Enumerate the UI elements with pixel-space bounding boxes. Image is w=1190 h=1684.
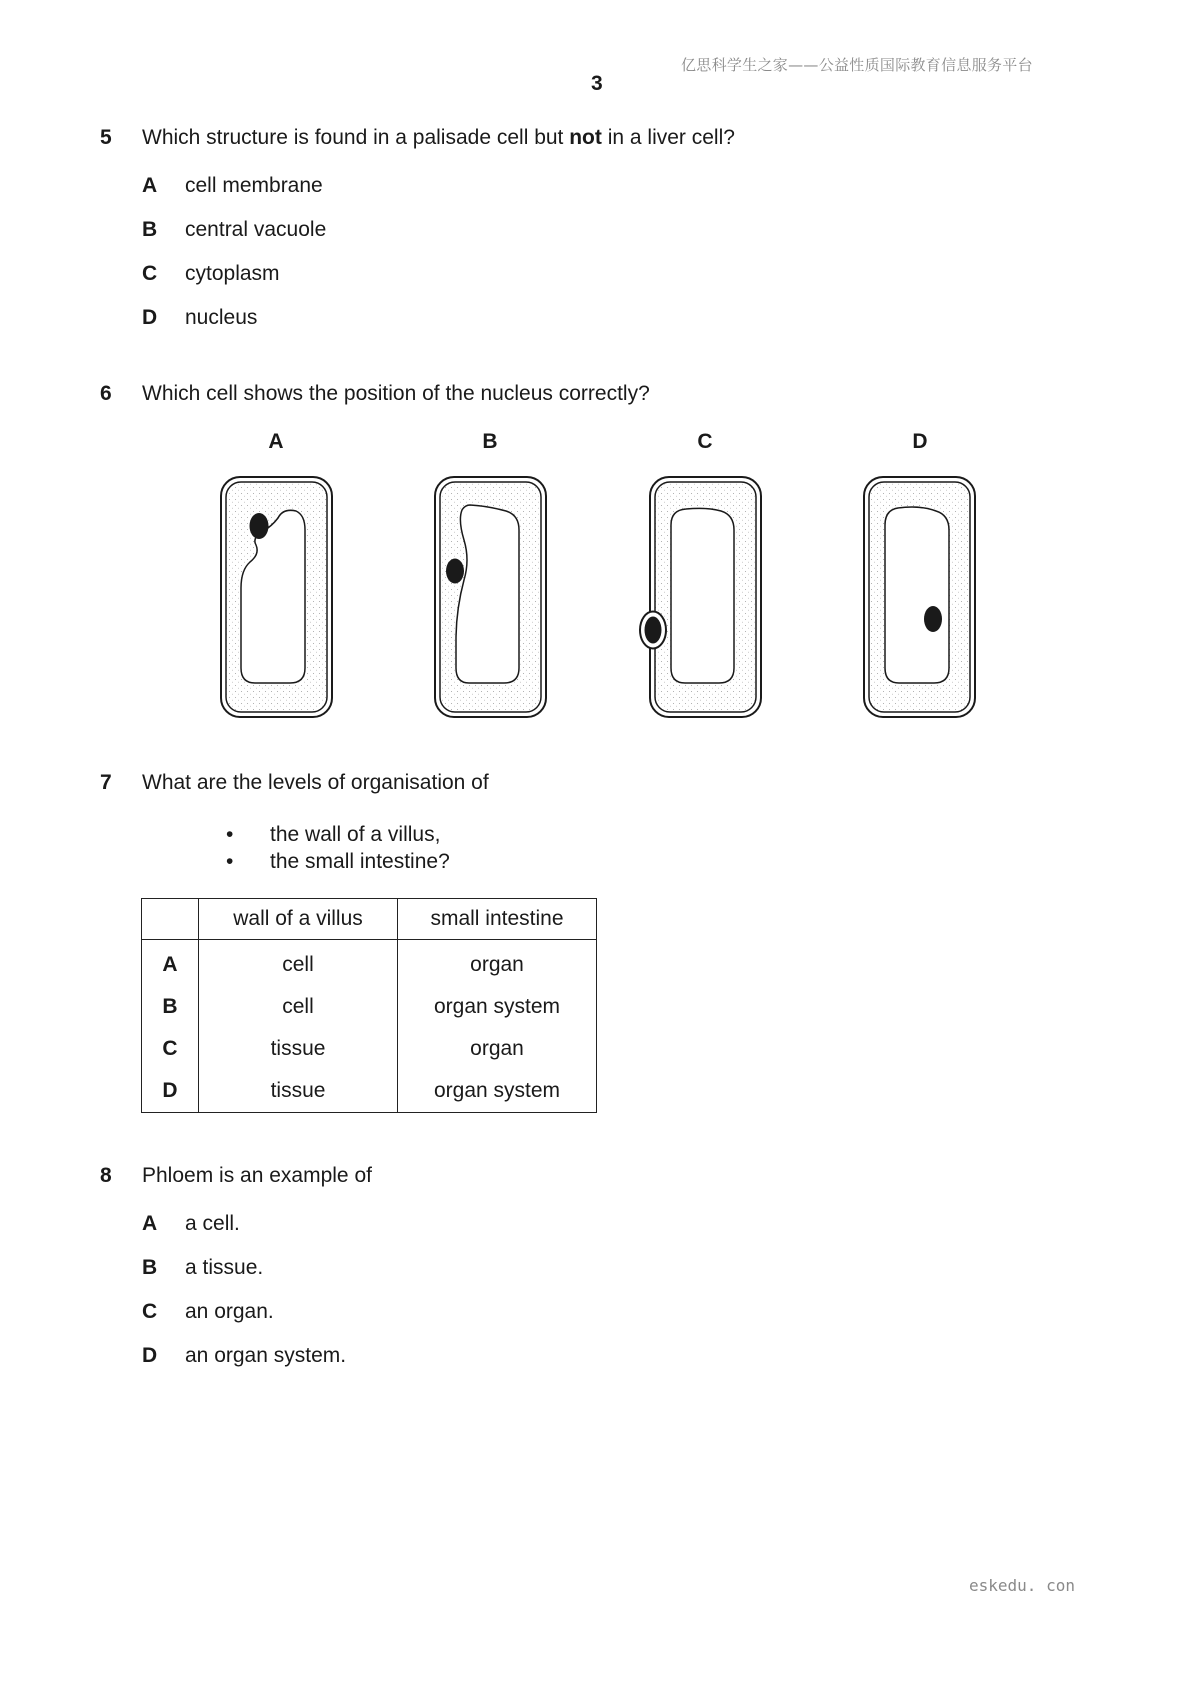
q8-option-d-text: an organ system. xyxy=(185,1344,347,1367)
cell-d-label: D xyxy=(912,430,928,453)
q8-number: 8 xyxy=(100,1164,112,1187)
q5-option-a-text: cell membrane xyxy=(185,174,323,197)
footer-site-text: eskedu. con xyxy=(969,1576,1075,1595)
q7-bullet-1: the wall of a villus, xyxy=(270,823,441,846)
q8-option-a-letter: A xyxy=(142,1212,158,1235)
table-row xyxy=(142,986,597,1028)
q5-option-c-text: cytoplasm xyxy=(185,262,280,285)
row-letter: B xyxy=(142,986,199,1028)
q8-option-b-text: a tissue. xyxy=(185,1256,264,1279)
intestine-level: organ system xyxy=(398,986,597,1028)
plant-cells-diagram xyxy=(0,0,1190,760)
row-letter: C xyxy=(142,1028,199,1070)
cell-c-diagram xyxy=(640,477,761,717)
cell-a-label: A xyxy=(268,430,284,453)
table-row xyxy=(142,1070,597,1113)
intestine-level: organ xyxy=(398,940,597,987)
q5-text-after: in a liver cell? xyxy=(601,126,735,149)
q7-bullet-2: the small intestine? xyxy=(270,850,450,873)
q8-option-c-letter: C xyxy=(142,1300,158,1323)
villus-level: tissue xyxy=(199,1070,398,1113)
cell-a-diagram xyxy=(221,477,332,717)
q5-option-b-letter: B xyxy=(142,218,158,241)
bullet-icon: • xyxy=(226,850,234,873)
cell-c-nucleus xyxy=(645,617,662,644)
table-header-row xyxy=(142,899,597,940)
table-header-blank xyxy=(142,899,199,940)
q5-option-b-text: central vacuole xyxy=(185,218,327,241)
table-header-intestine: small intestine xyxy=(398,899,597,940)
row-letter: D xyxy=(142,1070,199,1113)
cell-b-nucleus xyxy=(446,559,464,584)
q8-option-b-letter: B xyxy=(142,1256,158,1279)
table-row xyxy=(142,940,597,987)
q5-option-d-text: nucleus xyxy=(185,306,258,329)
cell-b-diagram xyxy=(435,477,546,717)
q8-option-d-letter: D xyxy=(142,1344,158,1367)
q5-option-a-letter: A xyxy=(142,174,158,197)
table-row xyxy=(142,1028,597,1070)
villus-level: cell xyxy=(199,940,398,987)
q5-text-bold: not xyxy=(569,126,602,149)
q8-option-a-text: a cell. xyxy=(185,1212,240,1235)
cell-b-label: B xyxy=(482,430,498,453)
organisation-table xyxy=(141,898,597,1113)
q8-option-c-text: an organ. xyxy=(185,1300,274,1323)
page-number: 3 xyxy=(591,72,603,95)
villus-level: tissue xyxy=(199,1028,398,1070)
q5-option-c-letter: C xyxy=(142,262,158,285)
q5-option-d-letter: D xyxy=(142,306,158,329)
table-header-villus: wall of a villus xyxy=(199,899,398,940)
q8-question: Phloem is an example of xyxy=(142,1164,372,1187)
bullet-icon: • xyxy=(226,823,234,846)
q7-question: What are the levels of organisation of xyxy=(142,771,489,794)
cell-d-nucleus xyxy=(924,606,942,632)
q5-text-before: Which structure is found in a palisade cell but xyxy=(142,126,570,149)
row-letter: A xyxy=(142,940,199,987)
q5-number: 5 xyxy=(100,126,112,149)
intestine-level: organ xyxy=(398,1028,597,1070)
header-site-text: 亿思科学生之家——公益性质国际教育信息服务平台 xyxy=(681,56,1033,74)
q7-number: 7 xyxy=(100,771,112,794)
cell-c-label: C xyxy=(697,430,713,453)
q6-question: Which cell shows the position of the nucleus correctly? xyxy=(142,382,650,405)
villus-level: cell xyxy=(199,986,398,1028)
q6-number: 6 xyxy=(100,382,112,405)
cell-d-diagram xyxy=(864,477,975,717)
intestine-level: organ system xyxy=(398,1070,597,1113)
cell-a-nucleus xyxy=(250,513,269,539)
